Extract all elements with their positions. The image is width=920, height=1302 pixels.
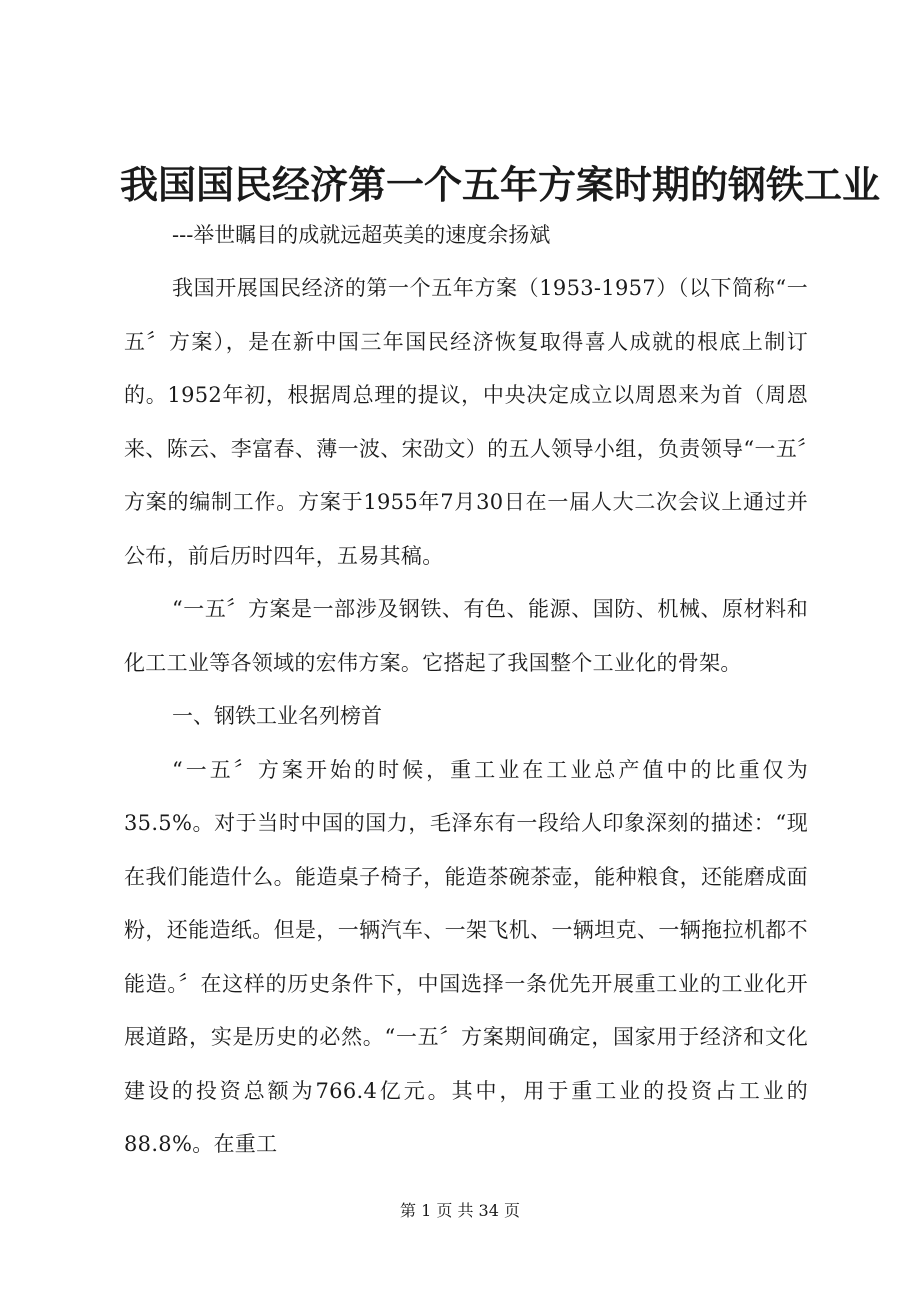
paragraph-scope: “一五〞方案是一部涉及钢铁、有色、能源、国防、机械、原材料和化工工业等各领域的宏伟方案。它搭起了我国整个工业化的骨架。: [124, 597, 808, 675]
paragraph-intro: 我国开展国民经济的第一个五年方案（1953-1957）（以下简称“一五〞方案），是在新中国三年国民经济恢复取得喜人成就的根底上制订的。1952年初，根据周总理的提议，中央决定成立以周恩来为首（周恩来、陈云、李富春、薄一波、宋劭文）的五人领导小组，负责领导“一五〞方案的编制工作。方案于1955年7月30日在一届人大二次会议上通过并公布，前后历时四年，五易其稿。: [124, 276, 808, 568]
paragraph-heavy-industry: “一五〞方案开始的时候，重工业在工业总产值中的比重仅为35.5%。对于当时中国的国力，毛泽东有一段给人印象深刻的描述：“现在我们能造什么。能造桌子椅子，能造茶碗茶壶，能种粮食，还能磨成面粉，还能造纸。但是，一辆汽车、一架飞机、一辆坦克、一辆拖拉机都不能造。〞在这样的历史条件下，中国选择一条优先开展重工业的工业化开展道路，实是历史的必然。“一五〞方案期间确定，国家用于经济和文化建设的投资总额为766.4亿元。其中，用于重工业的投资占工业的88.8%。在重工: [124, 757, 808, 1156]
document-subtitle: ---举世瞩目的成就远超英美的速度余扬斌: [172, 223, 551, 247]
section-heading: 一、钢铁工业名列榜首: [172, 704, 382, 728]
page-number-footer: 第 1 页 共 34 页: [400, 1201, 520, 1220]
document-title: 我国国民经济第一个五年方案时期的钢铁工业: [120, 163, 881, 207]
document-page: [120, 150, 881, 1172]
